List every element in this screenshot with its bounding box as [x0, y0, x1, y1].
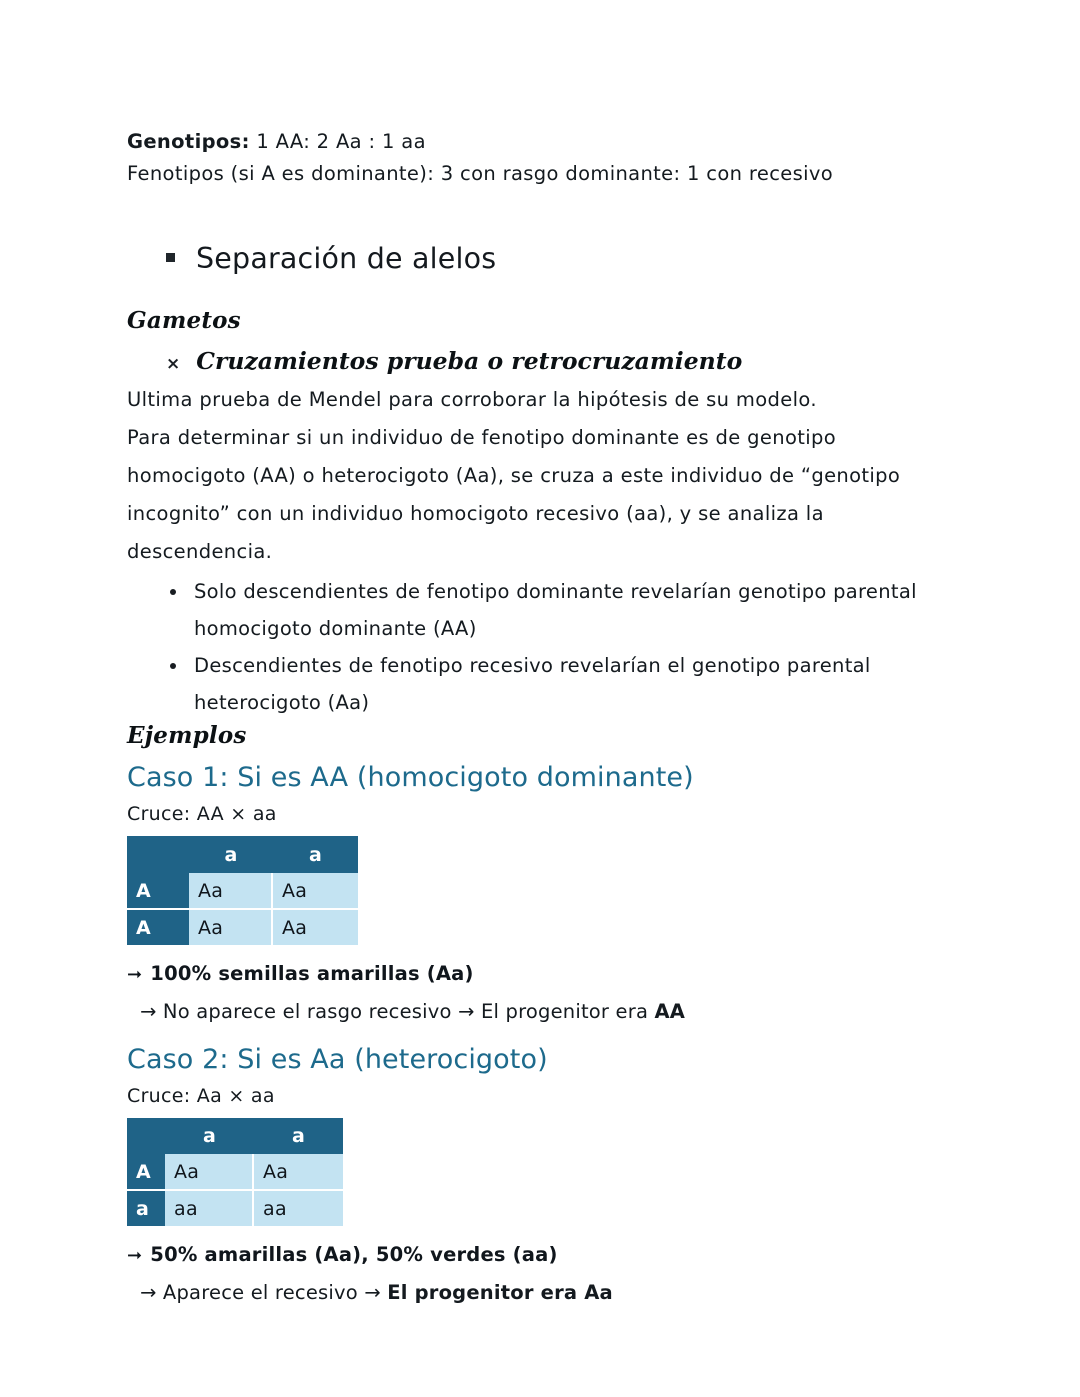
caso-2-result — [127, 1240, 957, 1271]
caso-2-conclusion-genotype: El progenitor era Aa — [387, 1281, 613, 1304]
table-row — [127, 1154, 343, 1191]
table-row-header: a — [127, 1191, 165, 1226]
table-corner-cell — [127, 1118, 165, 1154]
table-col-header: a — [273, 836, 358, 873]
list-item: Descendientes de fenotipo recesivo revelarían el genotipo parental heterocigoto (Aa) — [166, 647, 957, 721]
table-col-header: a — [189, 836, 273, 873]
caso-2-conclusion — [127, 1277, 957, 1308]
paragraph-retrocruzamiento — [127, 381, 957, 571]
cross-bullet-icon: × — [166, 354, 181, 374]
table-cell: Aa — [273, 910, 358, 945]
caso-1-cruce: Cruce: AA × aa — [127, 803, 277, 825]
fenotipos-line: Fenotipos (si A es dominante): 3 con rasgo dominante: 1 con recesivo — [127, 162, 834, 185]
caso-2-result-label: 50% amarillas (Aa), 50% verdes (aa) — [150, 1243, 558, 1266]
table-cell: Aa — [254, 1154, 343, 1191]
intro-block — [127, 126, 957, 190]
table-cell: Aa — [165, 1154, 254, 1191]
table-row-header: A — [127, 873, 189, 910]
heading-separacion-label: Separación de alelos — [196, 242, 497, 275]
bullet-list-descendientes — [127, 573, 957, 721]
caso-1-result-label: 100% semillas amarillas (Aa) — [150, 962, 474, 985]
heading-ejemplos: Ejemplos — [127, 722, 247, 749]
heading-separacion-de-alelos — [127, 242, 957, 276]
table-cell: Aa — [189, 873, 273, 910]
square-bullet-icon — [166, 253, 175, 262]
table-row — [127, 910, 358, 945]
punnett-square-caso-2 — [127, 1118, 343, 1226]
caso-1-conclusion-text: → No aparece el rasgo recesivo → El progenitor era — [140, 1000, 655, 1023]
heading-gametos: Gametos — [127, 307, 241, 334]
genotipos-value: 1 AA: 2 Aa : 1 aa — [249, 130, 426, 153]
caso-2-conclusion-text: → Aparece el recesivo → — [140, 1281, 388, 1304]
paragraph-line-1: Ultima prueba de Mendel para corroborar la hipótesis de su modelo. — [127, 388, 817, 411]
caso-2-cruce: Cruce: Aa × aa — [127, 1085, 275, 1107]
caso-1-result — [127, 959, 957, 990]
table-header-row — [127, 1118, 343, 1154]
table-col-header: a — [165, 1118, 254, 1154]
table-cell: Aa — [273, 873, 358, 910]
heading-cruzamientos-prueba — [127, 347, 957, 375]
table-cell: aa — [165, 1191, 254, 1226]
table-row — [127, 1191, 343, 1226]
heading-caso-1: Caso 1: Si es AA (homocigoto dominante) — [127, 762, 694, 793]
paragraph-line-4: incognito” con un individuo homocigoto recesivo (aa), y se analiza la — [127, 502, 824, 525]
table-row-header: A — [127, 1154, 165, 1191]
table-cell: aa — [254, 1191, 343, 1226]
caso-1-conclusion-genotype: AA — [654, 1000, 686, 1023]
list-item: Solo descendientes de fenotipo dominante revelarían genotipo parental homocigoto dominante (AA) — [166, 573, 957, 647]
table-col-header: a — [254, 1118, 343, 1154]
heading-caso-2: Caso 2: Si es Aa (heterocigoto) — [127, 1044, 548, 1075]
table-row-header: A — [127, 910, 189, 945]
paragraph-line-3: homocigoto (AA) o heterocigoto (Aa), se cruza a este individuo de “genotipo — [127, 464, 901, 487]
arrow-right-icon: ➞ — [127, 1245, 143, 1266]
document-body — [127, 126, 957, 1308]
table-corner-cell — [127, 836, 189, 873]
table-cell: Aa — [189, 910, 273, 945]
genotipos-label: Genotipos: — [127, 130, 250, 153]
genotipos-line — [127, 126, 957, 158]
heading-cruzamientos-label: Cruzamientos prueba o retrocruzamiento — [196, 347, 743, 375]
caso-1-conclusion — [127, 996, 957, 1027]
table-row — [127, 873, 358, 910]
arrow-right-icon: ➞ — [127, 964, 143, 985]
punnett-square-caso-1 — [127, 836, 358, 945]
table-header-row — [127, 836, 358, 873]
paragraph-line-5: descendencia. — [127, 540, 273, 563]
paragraph-line-2: Para determinar si un individuo de fenotipo dominante es de genotipo — [127, 426, 837, 449]
